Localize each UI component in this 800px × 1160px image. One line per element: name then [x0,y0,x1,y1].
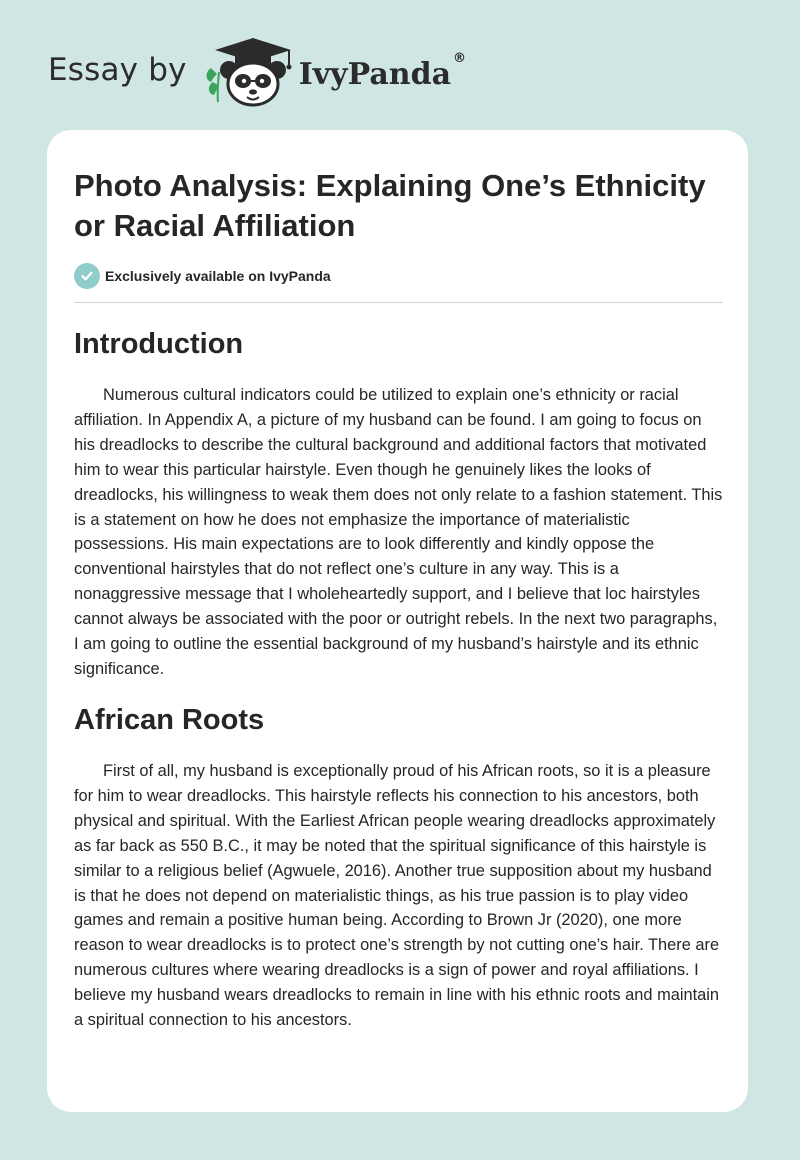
ivy-leaf-icon [206,68,219,102]
section-african-roots [74,702,724,1033]
divider [74,302,723,303]
section-introduction [74,326,724,682]
brand-name: IvyPanda ® [298,50,467,92]
section-heading: Introduction [74,328,244,360]
page-title: Photo Analysis: Explaining One’s Ethnicity or Racial Affiliation [74,168,706,243]
essay-card [47,130,748,1112]
badge-label: Exclusively available on IvyPanda [105,268,331,284]
exclusive-badge [74,263,331,289]
panda-graduate-logo [201,36,293,108]
brand-prefix: Essay by [48,52,187,88]
section-paragraph: Numerous cultural indicators could be utilized to explain one’s ethnicity or racial affiliation. In Appendix A, a picture of my husband can be found. I am going to focus on his dreadlocks to describe the cultural background and additional factors that motivated him to wear this particular hairstyle. Even though he genuinely likes the looks of dreadlocks, his willingness to weak them does not only relate to a fashion statement. This is a statement on how he does not emphasize the importance of materialistic possessions. His main expectations are to look differently and kindly oppose the conventional hairstyles that do not reflect one’s culture in any way. This is a nonaggressive message that I wholeheartedly support, and I believe that loc hairstyles cannot always be associated with the poor or outright rebels. In the next two paragraphs, I am going to outline the essential background of my husband’s hairstyle and its ethnic significance. [74,386,723,678]
check-circle-icon [74,263,100,289]
section-paragraph: First of all, my husband is exceptionally proud of his African roots, so it is a pleasure for him to wear dreadlocks. This hairstyle reflects his connection to his ancestors, both physical and spiritual. With the Earliest African people wearing dreadlocks approximately as far back as 550 B.C., it may be noted that the spiritual significance of this hairstyle is similar to a religious belief (Agwuele, 2016). Another true supposition about my husband is that he does not depend on materialistic things, as his true passion is to play video games and remain a positive human being. According to Brown Jr (2020), one more reason to wear dreadlocks is to protect one’s strength by not cutting one’s hair. There are numerous cultures where wearing dreadlocks is a sign of power and royal affiliations. I believe my husband wears dreadlocks to remain in line with his ethnic roots and maintain a spiritual connection to his ancestors. [74,762,720,1030]
registered-mark: ® [453,50,467,66]
site-header-brand[interactable] [48,36,466,108]
section-heading: African Roots [74,704,265,736]
